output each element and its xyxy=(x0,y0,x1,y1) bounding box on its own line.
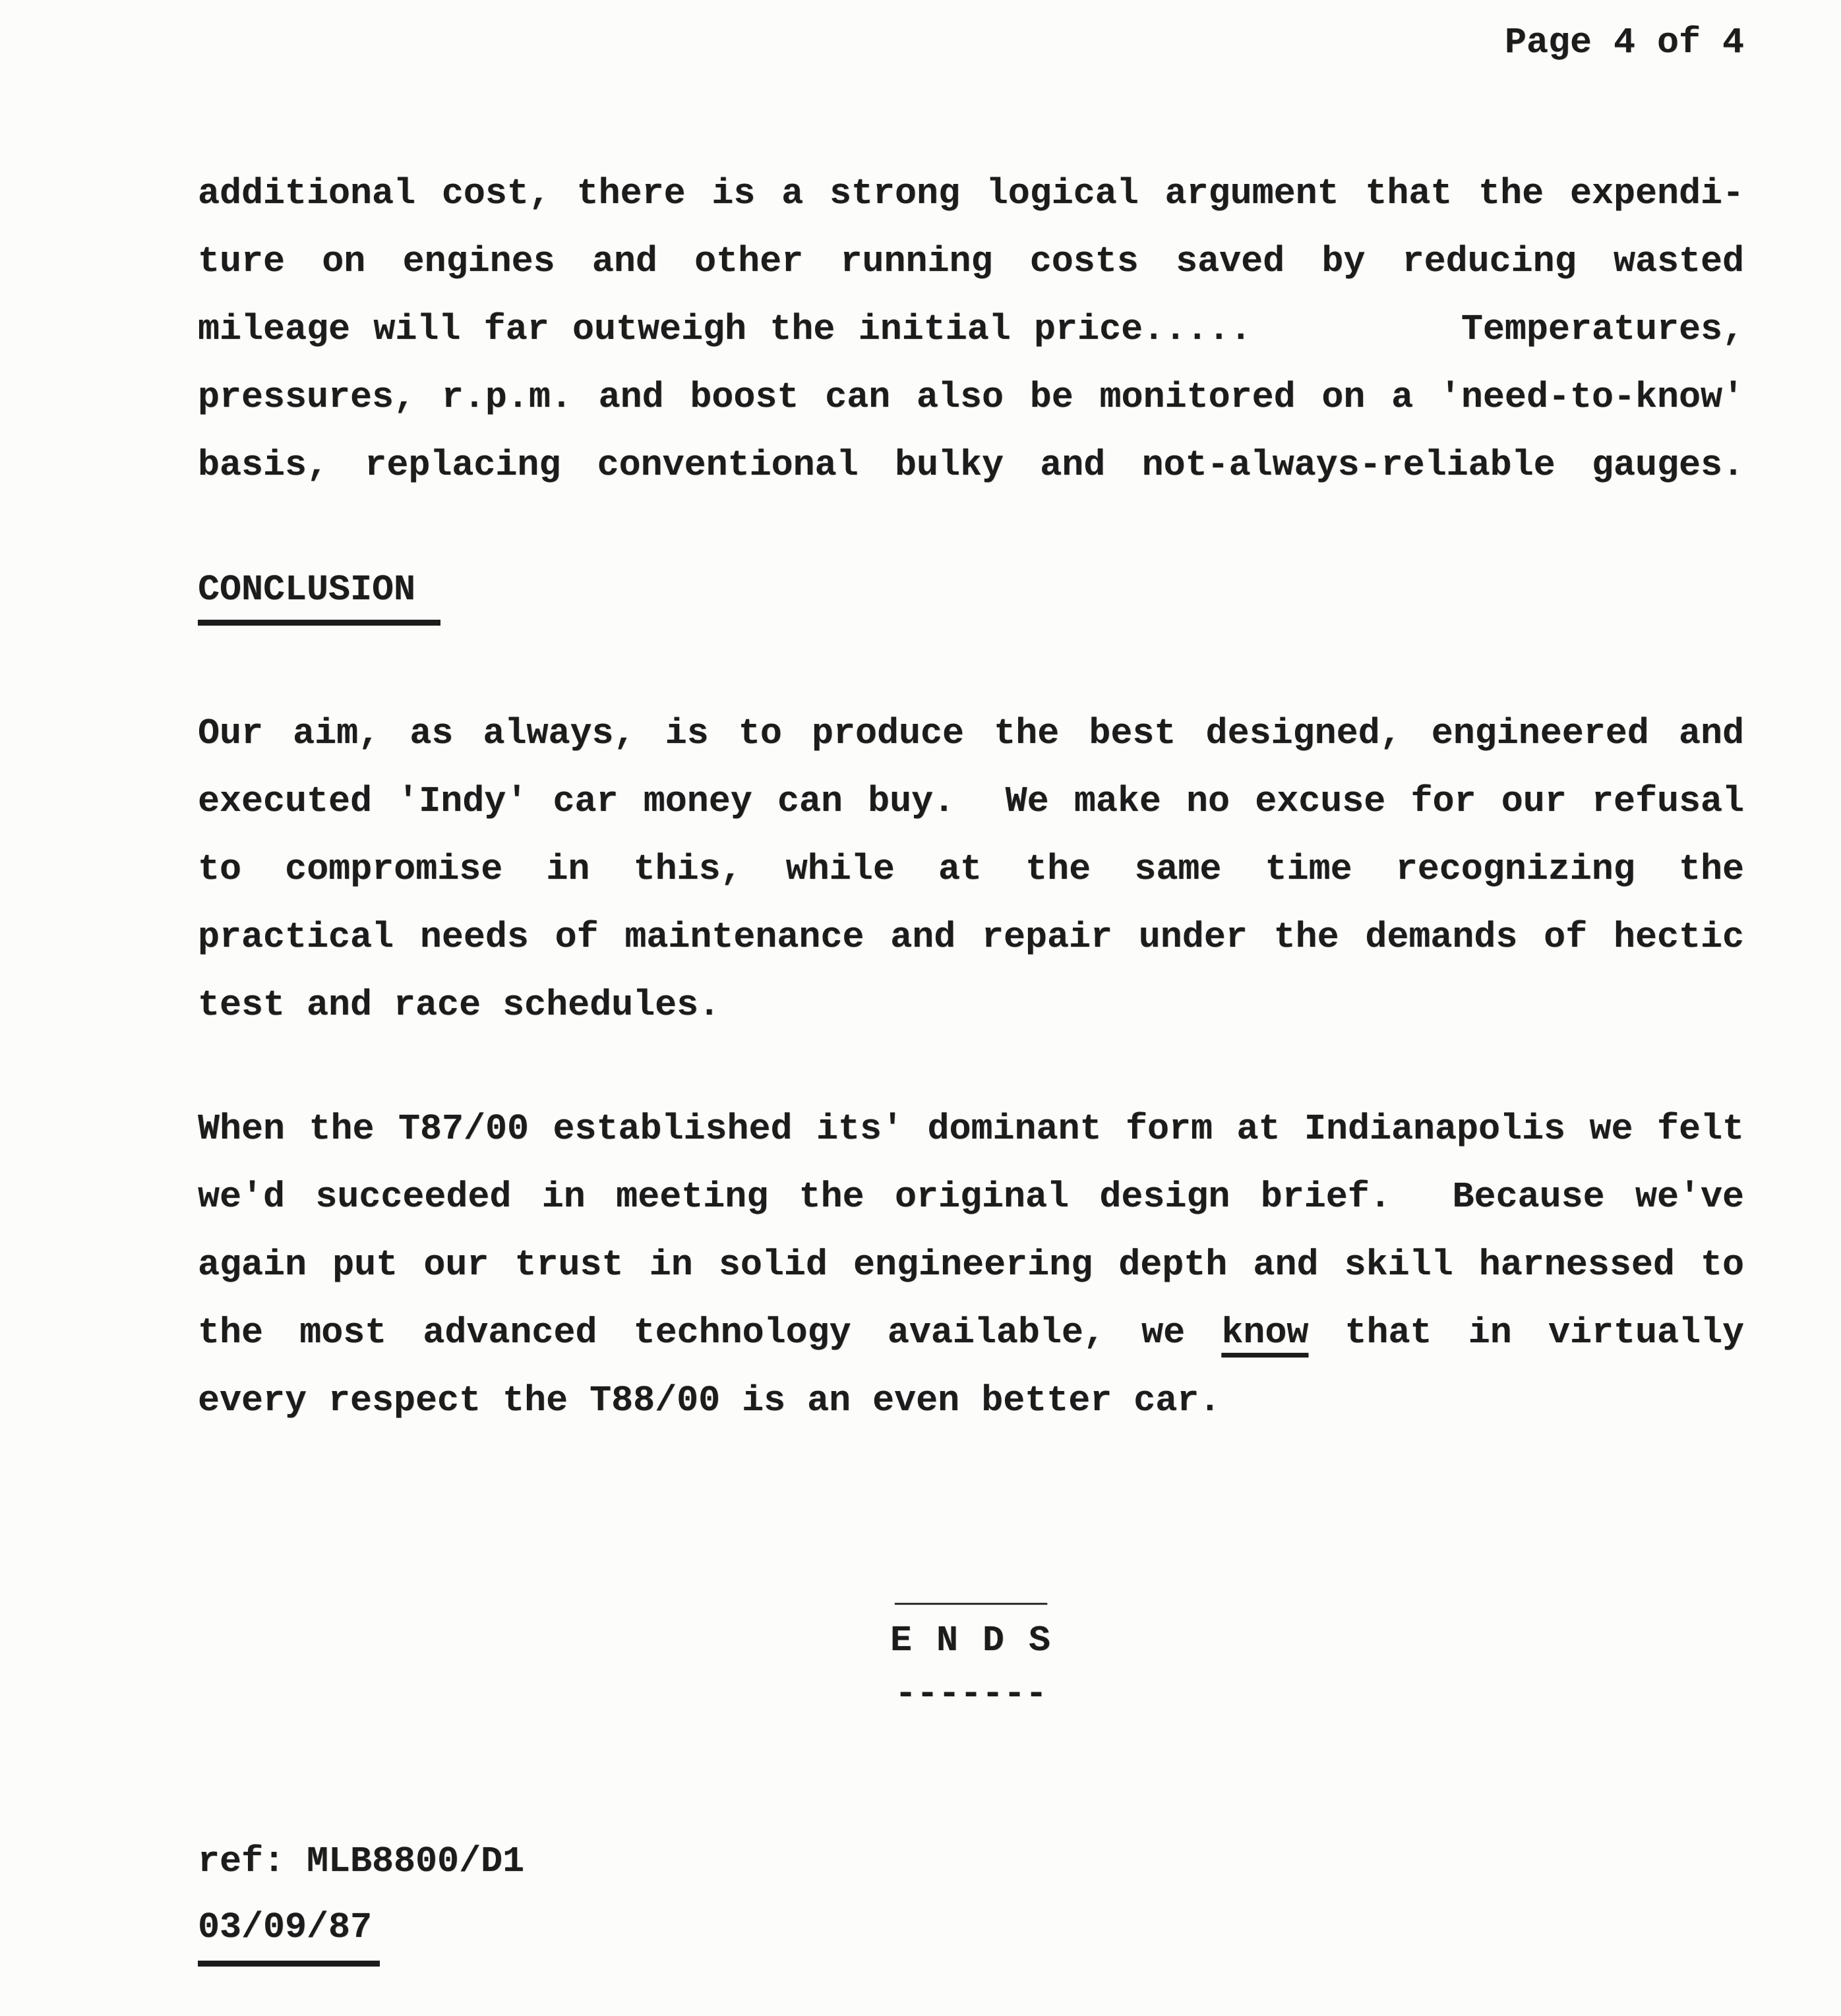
text-line: Our aim, as always, is to produce the best designed, engineered and xyxy=(198,713,1744,754)
text-line: basis, replacing conventional bulky and not-always-reliable gauges. xyxy=(198,444,1744,486)
page-number-label: Page 4 of 4 xyxy=(1504,22,1744,63)
text-segment: that in virtually xyxy=(1308,1312,1744,1353)
reference-line: ref: MLB8800/D1 xyxy=(198,1841,525,1882)
ends-marker xyxy=(198,1570,1744,1715)
text-line: ture on engines and other running costs saved by reducing wasted xyxy=(198,241,1744,282)
document-footer xyxy=(198,1829,1744,1967)
text-line xyxy=(198,1299,1744,1367)
text-line: we'd succeeded in meeting the original design brief. Because we've xyxy=(198,1176,1744,1218)
text-line: executed 'Indy' car money can buy. We make no excuse for our refusal xyxy=(198,781,1744,822)
paragraph-monitoring xyxy=(198,160,1744,499)
text-line: to compromise in this, while at the same time recognizing the xyxy=(198,848,1744,890)
text-line: pressures, r.p.m. and boost can also be monitored on a 'need-to-know' xyxy=(198,376,1744,418)
text-line: every respect the T88/00 is an even better car. xyxy=(198,1380,1221,1421)
conclusion-heading: CONCLUSION xyxy=(198,567,440,626)
ends-bottom-rule: ------- xyxy=(894,1673,1048,1715)
date-line xyxy=(198,1895,1744,1967)
text-line: test and race schedules. xyxy=(198,984,721,1026)
text-line: again put our trust in solid engineering depth and skill harnessed to xyxy=(198,1244,1744,1286)
date-underlined: 03/09/87 xyxy=(198,1895,380,1967)
text-segment: the most advanced technology available, we xyxy=(198,1312,1222,1353)
paragraph-our-aim xyxy=(198,699,1744,1039)
paragraph-t87 xyxy=(198,1095,1744,1435)
page-header xyxy=(198,20,1744,66)
section-heading xyxy=(198,567,1744,626)
text-line: mileage will far outweigh the initial price..... Temperatures, xyxy=(198,309,1744,350)
ends-top-rule: _______ xyxy=(894,1570,1048,1612)
text-line: When the T87/00 established its' dominant form at Indianapolis we felt xyxy=(198,1108,1744,1150)
text-line: additional cost, there is a strong logical argument that the expendi- xyxy=(198,173,1744,214)
text-line: practical needs of maintenance and repair under the demands of hectic xyxy=(198,916,1744,958)
emphasized-word-know: know xyxy=(1221,1312,1309,1353)
ends-label: E N D S xyxy=(890,1620,1052,1661)
